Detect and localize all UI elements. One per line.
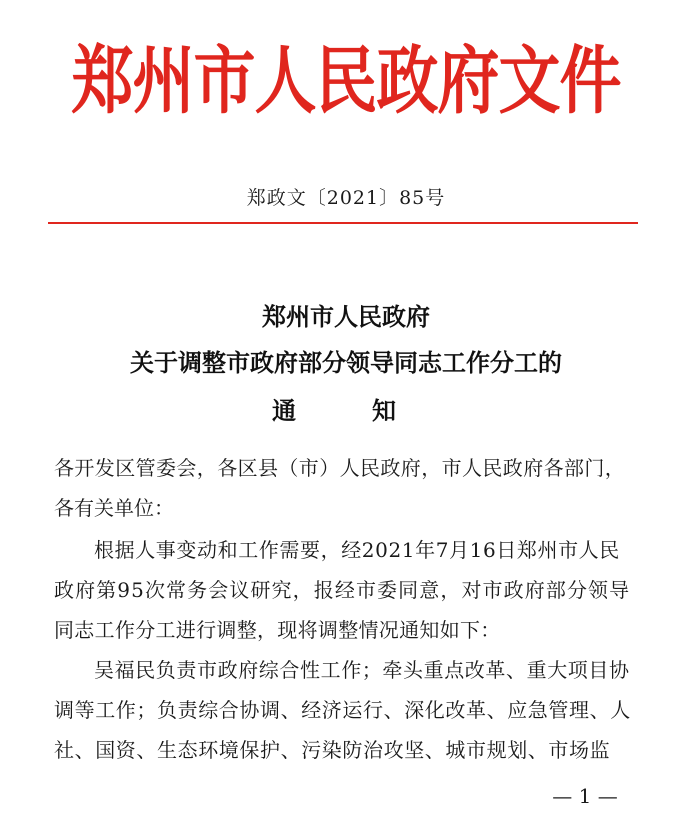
- notice-title-line-1: 郑州市人民政府: [262, 303, 430, 331]
- body-paragraph-1-line-2: 政府第95次常务会议研究，报经市委同意，对市政府部分领导: [54, 578, 631, 602]
- body-paragraph-1-line-3: 同志工作分工进行调整，现将调整情况通知如下：: [54, 618, 501, 642]
- notice-title-char-zhi: 知: [372, 397, 396, 425]
- notice-title-char-tong: 通: [272, 397, 296, 425]
- notice-title-line-2: 关于调整市政府部分领导同志工作分工的: [130, 349, 562, 377]
- body-paragraph-2-line-1: 吴福民负责市政府综合性工作；牵头重点改革、重大项目协: [94, 658, 630, 682]
- body-paragraph-2-line-2: 调等工作；负责综合协调、经济运行、深化改革、应急管理、人: [54, 698, 631, 722]
- body-paragraph-1-line-1: 根据人事变动和工作需要，经2021年7月16日郑州市人民: [94, 538, 620, 562]
- addressee-line-2: 各有关单位：: [54, 496, 174, 520]
- masthead-title: 郑州市人民政府文件: [71, 37, 621, 124]
- red-divider-line: [48, 222, 638, 224]
- body-paragraph-2-line-3: 社、国资、生态环境保护、污染防治攻坚、城市规划、市场监: [54, 738, 611, 762]
- document-number: 郑政文〔2021〕85号: [246, 187, 446, 209]
- addressee-line-1: 各开发区管委会，各区县（市）人民政府，市人民政府各部门，: [54, 456, 626, 480]
- page-number: — 1 —: [552, 784, 618, 808]
